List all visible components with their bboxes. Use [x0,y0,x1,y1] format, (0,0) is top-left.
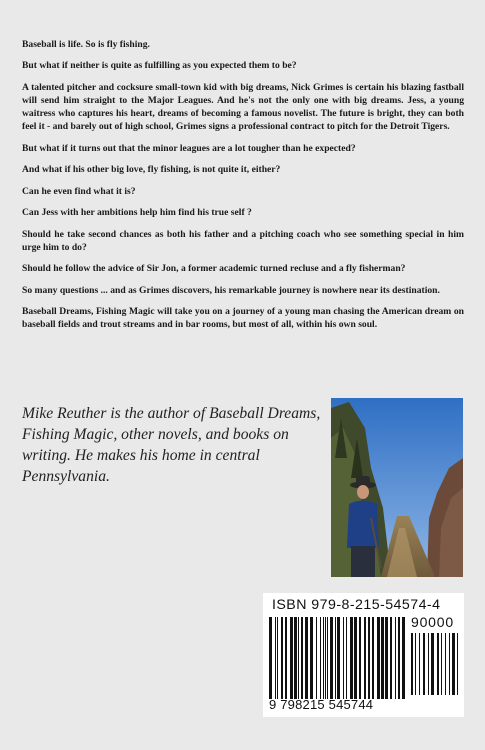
back-cover-blurb [22,38,464,340]
blurb-paragraph-9: Should he follow the advice of Sir Jon, a former academic turned recluse and a fly fisherman? [22,263,406,275]
author-bio: Mike Reuther is the author of Baseball Dreams, Fishing Magic, other novels, and books on writing. He makes his home in central Pennsylvania. [22,405,321,485]
isbn-label: ISBN 979-8-215-54574-4 [272,597,441,613]
blurb-paragraph-10: So many questions ... and as Grimes discovers, his remarkable journey is nowhere near its destination. [22,284,440,296]
blurb-paragraph-7: Can Jess with her ambitions help him find his true self ? [22,207,252,219]
blurb-paragraph-2: But what if neither is quite as fulfilling as you expected them to be? [22,60,297,72]
ean-barcode-bars [269,617,405,699]
blurb-paragraph-1: Baseball is life. So is fly fishing. [22,39,150,50]
barcode-digits: 9 798215 545744 [269,697,374,712]
addon-barcode-bars [411,633,459,695]
blurb-paragraph-4: But what if it turns out that the minor leagues are a lot tougher than he expected? [22,142,356,154]
price-code: 90000 [411,614,454,630]
blurb-paragraph-8: Should he take second chances as both his father and a pitching coach who see something special in him urge him to do? [22,228,464,253]
blurb-paragraph-3: A talented pitcher and cocksure small-town kid with big dreams, Nick Grimes is certain his blazing fastball will send him straight to the Major Leagues. And he's not the only one with big dreams. Jess, a young waitress who captures his heart, dreams of becoming a famous novelist. The future is bright, they can both feel it - and barely out of high school, Grimes signs a professional contract to pitch for the Detroit Tigers. [22,81,464,133]
blurb-paragraph-5: And what if his other big love, fly fishing, is not quite it, either? [22,164,281,176]
blurb-paragraph-6: Can he even find what it is? [22,185,136,197]
author-photo [331,398,463,577]
blurb-paragraph-11: Baseball Dreams, Fishing Magic will take you on a journey of a young man chasing the American dream on baseball fields and trout streams and in bar rooms, but most of all, within his own soul. [22,306,464,331]
isbn-barcode [263,593,464,717]
